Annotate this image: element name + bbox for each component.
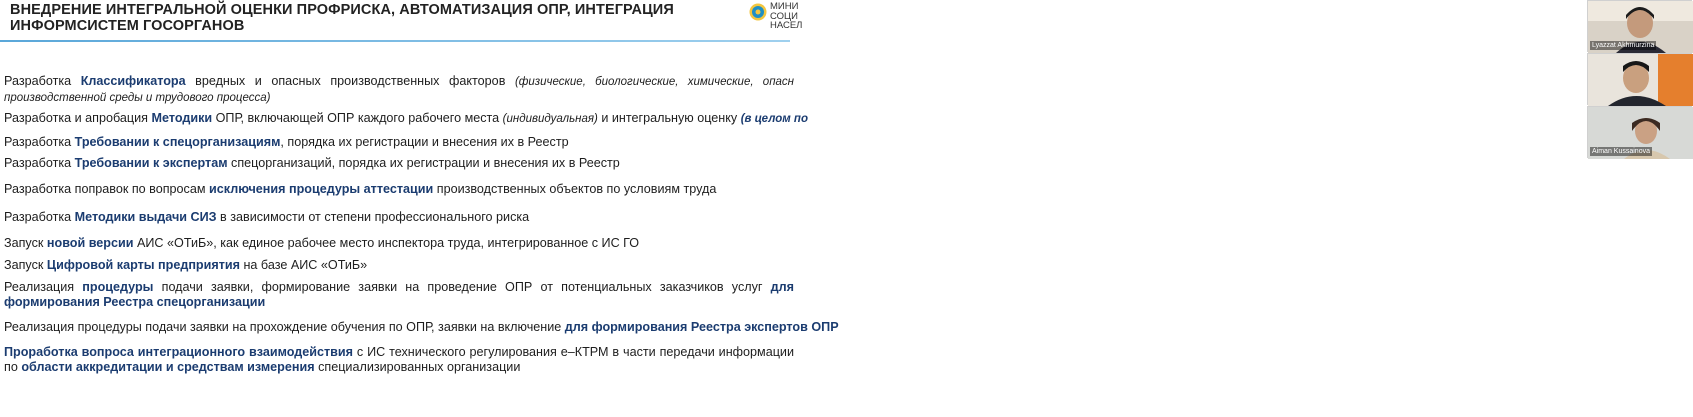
- body-text: (физические, биологические, химические, опасн производственной среды и трудового процесса): [4, 76, 794, 104]
- emphasis-text: Методики: [151, 111, 213, 125]
- body-text: Разработка: [4, 210, 75, 224]
- slide-bullet-item: [4, 210, 794, 225]
- slide-bullet-item: [4, 111, 808, 127]
- emphasis-text: для формирования Реестра экспертов ОПР: [564, 320, 839, 334]
- emphasis-text: Требовании к спецорганизациям: [74, 135, 281, 149]
- body-text: на базе АИС «ОТиБ»: [239, 258, 368, 272]
- participant-name: Aiman Kussainova: [1592, 148, 1650, 155]
- participant-tile[interactable]: [1587, 0, 1692, 52]
- slide-bullet-item: [4, 135, 794, 150]
- body-text: производственных объектов по условиям труда: [433, 182, 717, 196]
- body-text: ОПР, включающей ОПР каждого рабочего места: [212, 111, 503, 125]
- slide-header: [0, 0, 803, 42]
- body-text: Разработка: [4, 74, 81, 88]
- slide-title: ВНЕДРЕНИЕ ИНТЕГРАЛЬНОЙ ОЦЕНКИ ПРОФРИСКА, АВТОМАТИЗАЦИЯ ОПР, ИНТЕГРАЦИЯ ИНФОРМСИСТЕМ ГОСОРГАНОВ: [10, 2, 674, 34]
- slide-bullet-item: [4, 280, 794, 310]
- body-text: Разработка: [4, 135, 75, 149]
- slide-bullet-item: [4, 258, 794, 273]
- emphasis-text: Цифровой карты предприятия: [46, 258, 240, 272]
- body-text: спецорганизаций, порядка их регистрации и внесения их в Реестр: [227, 156, 620, 170]
- participant-name: Lyazzat Akhmurzina: [1592, 42, 1655, 49]
- emphasis-text: области аккредитации и средствам измерения: [21, 360, 315, 374]
- body-text: подачи заявки, формирование заявки на проведение ОПР от потенциальных заказчиков услуг: [153, 280, 771, 294]
- ministry-line: НАСЕЛ: [770, 20, 803, 31]
- body-text: АИС «ОТиБ», как единое рабочее место инспектора труда, интегрированное с ИС ГО: [133, 236, 640, 250]
- body-text: Реализация процедуры подачи заявки на прохождение обучения по ОПР, заявки на включение: [4, 320, 565, 334]
- slide-bullet-item: [4, 182, 794, 197]
- video-participants-panel: [792, 0, 1655, 168]
- ministry-line: МИНИ: [770, 1, 799, 12]
- slide-bullet-item: [4, 74, 794, 106]
- slide-bullet-item: [4, 236, 794, 251]
- body-text: с ИС технического регулирования е–КТРМ в части передачи информации по: [4, 345, 794, 374]
- emphasis-text: Требовании к экспертам: [74, 156, 228, 170]
- ministry-line: СОЦИ: [770, 10, 798, 22]
- body-text: Запуск: [4, 258, 47, 272]
- slide-bullet-item: [4, 156, 794, 171]
- body-text: и интегральную оценку: [597, 111, 741, 125]
- slide-bullet-item: [4, 320, 839, 335]
- participant-tile[interactable]: [1587, 53, 1692, 105]
- body-text: (индивидуальная): [502, 113, 598, 125]
- emphasis-text: процедуры: [82, 280, 154, 294]
- emphasis-text: (в целом по: [740, 113, 808, 125]
- emphasis-text: исключения процедуры аттестации: [209, 182, 434, 196]
- body-text: Запуск: [4, 236, 47, 250]
- body-text: специализированных организации: [314, 360, 521, 374]
- body-text: вредных и опасных производственных факторов: [185, 74, 515, 88]
- body-text: Разработка и апробация: [4, 111, 152, 125]
- emphasis-text: Методики выдачи СИЗ: [74, 210, 217, 224]
- body-text: Разработка поправок по вопросам: [4, 182, 209, 196]
- emphasis-text: Классификатора: [80, 74, 186, 88]
- body-text: в зависимости от степени профессионального риска: [216, 210, 530, 224]
- participant-tile[interactable]: [1587, 106, 1692, 158]
- body-text: , порядка их регистрации и внесения их в Реестр: [280, 135, 569, 149]
- emphasis-text: для формирования Реестра спецорганизации: [4, 280, 794, 309]
- kazakhstan-emblem-icon: [749, 2, 767, 22]
- emphasis-text: новой версии: [46, 236, 134, 250]
- emphasis-text: Проработка вопроса интеграционного взаимодействия: [4, 345, 354, 359]
- body-text: Разработка: [4, 156, 75, 170]
- body-text: Реализация: [4, 280, 83, 294]
- participant-video-icon: [1588, 54, 1693, 106]
- title-underline: [0, 40, 790, 42]
- slide-bullet-item: [4, 345, 794, 375]
